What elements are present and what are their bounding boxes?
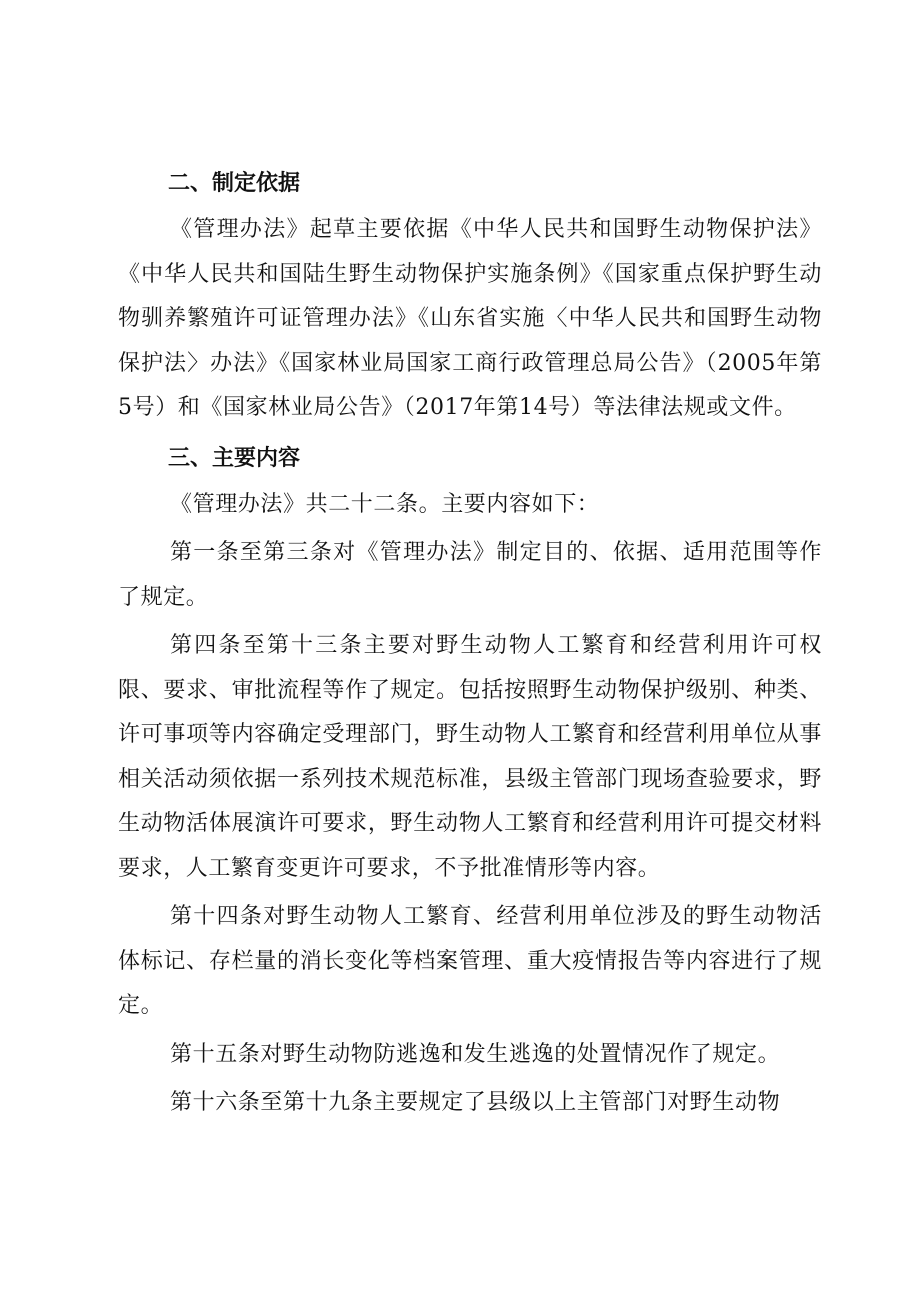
content-paragraph-articles-1-3: 第一条至第三条对《管理办法》制定目的、依据、适用范围等作了规定。 — [118, 540, 822, 610]
basis-paragraph: 《管理办法》起草主要依据《中华人民共和国野生动物保护法》《中华人民共和国陆生野生动物保护实施条例》《国家重点保护野生动物驯养繁殖许可证管理办法》《山东省实施〈中华人民共和国野生动物保护法〉办法》《国家林业局国家工商行政管理总局公告》（2005年第5号）和《国家林业局公告》（2017年第14号）等法律法规或文件。 — [118, 217, 822, 420]
section-heading-content: 三、主要内容 — [168, 445, 301, 471]
document-page — [118, 160, 822, 1130]
content-paragraph-article-15: 第十五条对野生动物防逃逸和发生逃逸的处置情况作了规定。 — [170, 1041, 781, 1067]
content-paragraph-article-14: 第十四条对野生动物人工繁育、经营利用单位涉及的野生动物活体标记、存栏量的消长变化等档案管理、重大疫情报告等内容进行了规定。 — [118, 904, 822, 1018]
content-paragraph-intro: 《管理办法》共二十二条。主要内容如下： — [170, 491, 600, 517]
content-paragraph-articles-16-19: 第十六条至第十九条主要规定了县级以上主管部门对野生动物 — [170, 1090, 781, 1115]
section-heading-basis: 二、制定依据 — [168, 171, 301, 196]
content-paragraph-articles-4-13: 第四条至第十三条主要对野生动物人工繁育和经营利用许可权限、要求、审批流程等作了规定。包括按照野生动物保护级别、种类、许可事项等内容确定受理部门，野生动物人工繁育和经营利用单位从事相关活动须依据一系列技术规范标准，县级主管部门现场查验要求，野生动物活体展演许可要求，野生动物人工繁育和经营利用许可提交材料要求，人工繁育变更许可要求，不予批准情形等内容。 — [118, 633, 822, 881]
